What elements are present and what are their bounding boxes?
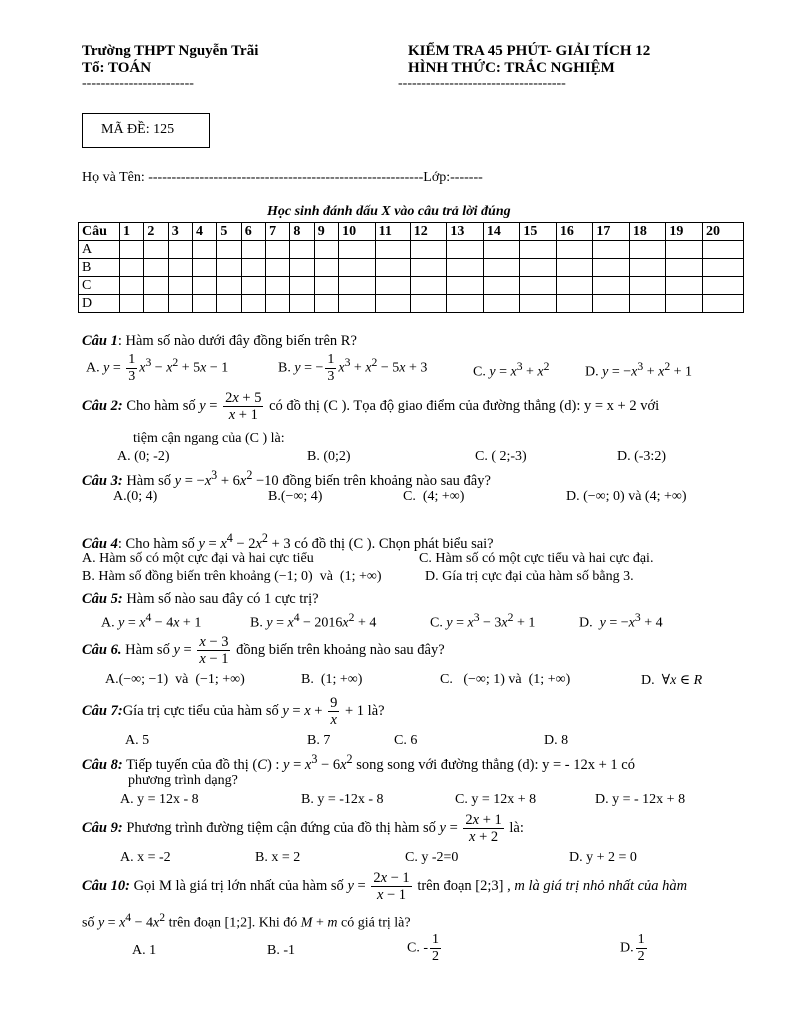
question-text: trên đoạn [2;3] ,: [417, 877, 511, 894]
question-text: là?: [367, 702, 385, 719]
answer-cell[interactable]: [593, 259, 630, 277]
question-text: Phương trình đường tiệm cận đứng của đồ thị hàm số: [126, 819, 436, 836]
question-9: Câu 9: Phương trình đường tiệm cận đứng của đồ thị hàm số y = $\frac{2x + 1}{x + 2}$ là:: [82, 812, 524, 845]
question-label: Câu 7:: [82, 702, 123, 719]
answer-cell[interactable]: [241, 241, 265, 259]
answer-col-header: 2: [144, 223, 168, 241]
question-text: Hàm số: [125, 641, 170, 658]
answer-col-header: 7: [266, 223, 290, 241]
answer-cell[interactable]: [241, 277, 265, 295]
answer-col-header: 20: [703, 223, 744, 241]
answer-cell[interactable]: [217, 241, 241, 259]
answer-row-b: [79, 259, 744, 277]
question-text: đồng biến trên khoảng nào sau đây?: [282, 472, 491, 489]
question-text: có giá trị là?: [340, 915, 411, 931]
q7-option-b[interactable]: B. 7: [307, 733, 331, 748]
q9-option-c[interactable]: C. y -2=0: [405, 850, 459, 865]
question-6: Câu 6. Hàm số y = $\frac{x - 3}{x - 1}$ đồng biến trên khoảng nào sau đây?: [82, 634, 445, 667]
q6-option-d[interactable]: D. ∀x ∈ R: [641, 673, 703, 688]
answer-cell[interactable]: [593, 277, 630, 295]
question-text: Hàm số nào sau đây có 1 cực trị?: [126, 591, 319, 607]
answer-cell[interactable]: [241, 295, 265, 313]
option-letter: B.: [250, 615, 263, 631]
answer-cell[interactable]: [410, 259, 447, 277]
answer-cell[interactable]: [375, 277, 410, 295]
header-divider-right: ------------------------------------: [398, 76, 566, 91]
option-letter: D.: [579, 615, 593, 631]
answer-cell[interactable]: [290, 259, 314, 277]
q7-option-d[interactable]: D. 8: [544, 733, 569, 748]
answer-row-d: [79, 295, 744, 313]
question-text: Gía trị cực tiểu của hàm số: [122, 702, 279, 719]
answer-cell[interactable]: [375, 241, 410, 259]
answer-col-header: 15: [520, 223, 557, 241]
answer-cell[interactable]: [120, 277, 144, 295]
department-name: Tổ: TOÁN: [82, 60, 152, 76]
answer-cell[interactable]: [666, 241, 703, 259]
option-letter: A.: [101, 615, 115, 631]
question-2: Câu 2: Cho hàm số y = $\frac{2x + 5}{x + 1}$ có đồ thị (C ). Tọa độ giao điểm của đường thẳng (d): y = x + 2 với: [82, 390, 660, 423]
question-7: Câu 7:Gía trị cực tiểu của hàm số y = x + $\frac{9}{x}$ + 1 là?: [82, 695, 385, 728]
question-label: Câu 9:: [82, 819, 123, 836]
option-letter: C.: [403, 489, 416, 504]
q4-option-c[interactable]: C. Hàm số có một cực tiểu và hai cực đại.: [419, 551, 654, 566]
answer-col-header: 9: [314, 223, 338, 241]
answer-cell[interactable]: [339, 241, 376, 259]
option-letter: A.: [86, 360, 100, 376]
answer-cell[interactable]: [447, 259, 484, 277]
option-letter: D.: [566, 489, 580, 504]
q10-line2: số $y = x^4 - 4x^2$ trên đoạn [1;2]. Khi đó M + m có giá trị là?: [82, 911, 411, 931]
question-label: Câu 5:: [82, 591, 123, 607]
question-text: Hàm số: [126, 472, 172, 489]
answer-cell[interactable]: [217, 259, 241, 277]
answer-table-header-row: [79, 223, 744, 241]
answer-cell[interactable]: [629, 277, 666, 295]
answer-col-header: 4: [193, 223, 217, 241]
q10-option-b[interactable]: B. -1: [267, 943, 295, 958]
answer-col-header: 10: [339, 223, 376, 241]
answer-row-label: B: [79, 259, 120, 277]
answer-col-header: 17: [593, 223, 630, 241]
question-8: Câu 8: Tiếp tuyến của đồ thị (C) : $y = x^3 - 6x^2$ song song với đường thẳng (d): y = - 12x + 1 có: [82, 752, 635, 773]
question-text: song song với đường thẳng (d): y = - 12x + 1 có: [356, 756, 635, 773]
answer-cell[interactable]: [193, 241, 217, 259]
q10-option-c[interactable]: C. - $\frac{1}{2}$: [407, 932, 439, 964]
option-letter: C.: [440, 672, 453, 687]
answer-cell[interactable]: [520, 259, 557, 277]
answer-col-header: 16: [556, 223, 593, 241]
question-text: là:: [509, 819, 524, 836]
q7-option-c[interactable]: C. 6: [394, 733, 418, 748]
answer-cell[interactable]: [629, 259, 666, 277]
q7-option-a[interactable]: A. 5: [125, 733, 150, 748]
q10-option-d[interactable]: D. $\frac{1}{2}$: [620, 932, 645, 964]
option-letter: C.: [473, 364, 486, 380]
option-letter: B.: [301, 672, 314, 687]
answer-cell[interactable]: [217, 295, 241, 313]
answer-cell[interactable]: [556, 241, 593, 259]
answer-col-header: 6: [241, 223, 265, 241]
answer-cell[interactable]: [266, 259, 290, 277]
q5-option-c[interactable]: C. $y = x^3 - 3x^2 + 1$: [430, 611, 536, 631]
q8-option-a[interactable]: A. y = 12x - 8: [120, 792, 199, 807]
question-text: số: [82, 915, 95, 931]
q8-continuation: phương trình dạng?: [128, 773, 238, 788]
answer-cell[interactable]: [483, 295, 520, 313]
answer-cell[interactable]: [314, 277, 338, 295]
answer-cell[interactable]: [266, 277, 290, 295]
question-text: : Cho hàm số: [117, 535, 195, 552]
answer-cell[interactable]: [447, 277, 484, 295]
answer-cell[interactable]: [520, 277, 557, 295]
answer-cell[interactable]: [168, 277, 192, 295]
header-divider-left: ------------------------: [82, 76, 194, 91]
question-1: [82, 333, 357, 350]
question-4: Câu 4: Cho hàm số $y = x^4 - 2x^2 + 3$ có đồ thị (C ). Chọn phát biểu sai?: [82, 531, 494, 552]
answer-cell[interactable]: [314, 241, 338, 259]
option-letter: D.: [585, 364, 599, 380]
q1-option-d[interactable]: D. $y = -x^3 + x^2 + 1$: [585, 360, 693, 380]
answer-cell[interactable]: [375, 295, 410, 313]
question-text: có đồ thị (C ). Tọa độ giao điểm của đường thẳng (d): y = x + 2 với: [269, 397, 660, 414]
q5-option-a[interactable]: A. $y = x^4 - 4x + 1$: [101, 611, 202, 631]
answer-col-header: 12: [410, 223, 447, 241]
answer-cell[interactable]: [666, 259, 703, 277]
q1-option-a[interactable]: A. y = $\frac{1}{3}$ $x^3 - x^2 + 5x - 1$: [86, 352, 229, 384]
option-letter: B.: [278, 360, 291, 376]
question-label: Câu 10:: [82, 877, 130, 894]
answer-table-caption: Học sinh đánh dấu X vào câu trả lời đúng: [267, 204, 511, 219]
question-text: có đồ thị (C ). Chọn phát biểu sai?: [294, 535, 494, 552]
q2-option-a[interactable]: A. (0; -2): [117, 449, 170, 464]
q1-option-c[interactable]: C. $y = x^3 + x^2$: [473, 360, 550, 380]
option-text: B. Hàm số đồng biến trên khoảng: [82, 569, 271, 584]
answer-cell[interactable]: [666, 295, 703, 313]
answer-cell[interactable]: [410, 277, 447, 295]
answer-row-label: C: [79, 277, 120, 295]
question-label: Câu 1: [82, 333, 118, 349]
answer-cell[interactable]: [314, 259, 338, 277]
answer-cell[interactable]: [447, 241, 484, 259]
question-10: Câu 10: Gọi M là giá trị lớn nhất của hàm số y = $\frac{2x - 1}{x - 1}$ trên đoạn [2;3] , m là giá trị nhỏ nhất của hàm: [82, 870, 688, 903]
answer-cell[interactable]: [593, 241, 630, 259]
q3-option-c[interactable]: C. (4; +∞): [403, 489, 465, 504]
answer-cell[interactable]: [556, 295, 593, 313]
answer-row-c: [79, 277, 744, 295]
answer-cell[interactable]: [168, 241, 192, 259]
option-letter: D.: [620, 940, 634, 956]
answer-col-header: 14: [483, 223, 520, 241]
answer-cell[interactable]: [144, 259, 168, 277]
q4-option-b[interactable]: B. Hàm số đồng biến trên khoảng (−1; 0) và (1; +∞): [82, 569, 382, 584]
exam-title: KIỂM TRA 45 PHÚT- GIẢI TÍCH 12: [408, 43, 651, 59]
q6-option-b[interactable]: B. (1; +∞): [301, 672, 363, 687]
answer-cell[interactable]: [266, 295, 290, 313]
answer-cell[interactable]: [168, 259, 192, 277]
option-letter: B.: [268, 489, 281, 504]
answer-cell[interactable]: [339, 277, 376, 295]
q9-option-b[interactable]: B. x = 2: [255, 850, 301, 865]
question-3: Câu 3: Hàm số $y = -x^3 + 6x^2 -10$ đồng biến trên khoảng nào sau đây?: [82, 468, 491, 489]
answer-col-header: 18: [629, 223, 666, 241]
answer-cell[interactable]: [556, 277, 593, 295]
question-text: Cho hàm số: [126, 397, 196, 414]
answer-cell[interactable]: [168, 295, 192, 313]
question-text: : Hàm số nào dưới đây đồng biến trên R?: [117, 333, 357, 349]
q4-option-d[interactable]: D. Gía trị cực đại của hàm số bằng 3.: [425, 569, 634, 584]
answer-cell[interactable]: [703, 295, 744, 313]
question-text: m là giá trị nhỏ nhất của hàm: [514, 877, 688, 894]
answer-cell[interactable]: [314, 295, 338, 313]
answer-cell[interactable]: [241, 259, 265, 277]
answer-cell[interactable]: [556, 259, 593, 277]
answer-cell[interactable]: [703, 259, 744, 277]
q2-option-c[interactable]: C. ( 2;-3): [475, 449, 527, 464]
answer-col-header: 13: [447, 223, 484, 241]
question-text: trên đoạn [1;2]. Khi đó: [168, 915, 298, 931]
exam-code-box: [82, 113, 210, 148]
answer-cell[interactable]: [520, 295, 557, 313]
answer-cell[interactable]: [144, 241, 168, 259]
question-5: [82, 591, 319, 608]
answer-col-header: 19: [666, 223, 703, 241]
q10-option-a[interactable]: A. 1: [132, 943, 157, 958]
option-letter: C. -: [407, 940, 428, 956]
q3-option-d[interactable]: D. (−∞; 0) và (4; +∞): [566, 489, 687, 504]
answer-cell[interactable]: [290, 241, 314, 259]
answer-col-header: 8: [290, 223, 314, 241]
answer-cell[interactable]: [375, 259, 410, 277]
answer-cell[interactable]: [703, 241, 744, 259]
answer-cell[interactable]: [703, 277, 744, 295]
question-label: Câu 4: [82, 535, 118, 552]
q8-option-b[interactable]: B. y = -12x - 8: [301, 792, 384, 807]
question-label: Câu 6.: [82, 641, 122, 658]
answer-cell[interactable]: [339, 295, 376, 313]
answer-cell[interactable]: [483, 259, 520, 277]
answer-cell[interactable]: [193, 295, 217, 313]
answer-table-corner: Câu: [79, 223, 120, 241]
answer-cell[interactable]: [120, 295, 144, 313]
answer-col-header: 5: [217, 223, 241, 241]
answer-cell[interactable]: [483, 277, 520, 295]
q2-option-d[interactable]: D. (-3:2): [617, 449, 666, 464]
answer-cell[interactable]: [193, 277, 217, 295]
student-info-line[interactable]: Họ và Tên: -----------------------------------------------------------Lớp:-------: [82, 170, 483, 185]
school-name: Trường THPT Nguyễn Trãi: [82, 43, 259, 59]
answer-row-a: [79, 241, 744, 259]
question-text: Gọi M là giá trị lớn nhất của hàm số: [133, 877, 344, 894]
question-text: Tiếp tuyến của đồ thị: [126, 756, 249, 773]
q6-option-a[interactable]: A.(−∞; −1) và (−1; +∞): [105, 672, 245, 687]
answer-cell[interactable]: [339, 259, 376, 277]
q9-option-d[interactable]: D. y + 2 = 0: [569, 850, 637, 865]
q1-option-b[interactable]: B. y = − $\frac{1}{3}$ $x^3 + x^2 - 5x + 3$: [278, 352, 428, 384]
answer-cell[interactable]: [410, 241, 447, 259]
q8-option-d[interactable]: D. y = - 12x + 8: [595, 792, 686, 807]
answer-cell[interactable]: [593, 295, 630, 313]
q3-option-b[interactable]: B.(−∞; 4): [268, 489, 323, 504]
answer-col-header: 1: [120, 223, 144, 241]
option-letter: D.: [641, 673, 655, 688]
answer-cell[interactable]: [120, 259, 144, 277]
answer-cell[interactable]: [120, 241, 144, 259]
answer-cell[interactable]: [144, 277, 168, 295]
answer-cell[interactable]: [666, 277, 703, 295]
answer-col-header: 11: [375, 223, 410, 241]
answer-cell[interactable]: [629, 295, 666, 313]
answer-row-label: D: [79, 295, 120, 313]
answer-cell[interactable]: [483, 241, 520, 259]
q2-option-b[interactable]: B. (0;2): [307, 449, 351, 464]
answer-cell[interactable]: [266, 241, 290, 259]
question-label: Câu 2:: [82, 397, 123, 414]
q9-option-a[interactable]: A. x = -2: [120, 850, 171, 865]
answer-col-header: 3: [168, 223, 192, 241]
answer-cell[interactable]: [447, 295, 484, 313]
option-letter: A.: [113, 489, 127, 504]
answer-sheet-table: [78, 222, 744, 313]
q4-option-a[interactable]: A. Hàm số có một cực đại và hai cực tiểu: [82, 551, 314, 566]
answer-cell[interactable]: [290, 277, 314, 295]
answer-cell[interactable]: [217, 277, 241, 295]
question-text: đồng biến trên khoảng nào sau đây?: [236, 641, 445, 658]
q5-option-d[interactable]: D. $y = -x^3 + 4$: [579, 611, 663, 631]
answer-cell[interactable]: [290, 295, 314, 313]
answer-cell[interactable]: [193, 259, 217, 277]
exam-form: HÌNH THỨC: TRẮC NGHIỆM: [408, 60, 615, 76]
exam-code: MÃ ĐỀ: 125: [101, 122, 175, 137]
question-label: Câu 8:: [82, 756, 123, 773]
answer-cell[interactable]: [410, 295, 447, 313]
option-letter: A.: [105, 672, 119, 687]
q6-option-c[interactable]: C. (−∞; 1) và (1; +∞): [440, 672, 571, 687]
q2-continuation: tiệm cận ngang của (C ) là:: [133, 431, 285, 446]
q3-option-a[interactable]: A.(0; 4): [113, 489, 158, 504]
answer-cell[interactable]: [144, 295, 168, 313]
q5-option-b[interactable]: B. $y = x^4 - 2016x^2 + 4$: [250, 611, 377, 631]
option-letter: C.: [430, 615, 443, 631]
answer-cell[interactable]: [520, 241, 557, 259]
q8-option-c[interactable]: C. y = 12x + 8: [455, 792, 537, 807]
question-label: Câu 3:: [82, 472, 123, 489]
answer-row-label: A: [79, 241, 120, 259]
answer-cell[interactable]: [629, 241, 666, 259]
